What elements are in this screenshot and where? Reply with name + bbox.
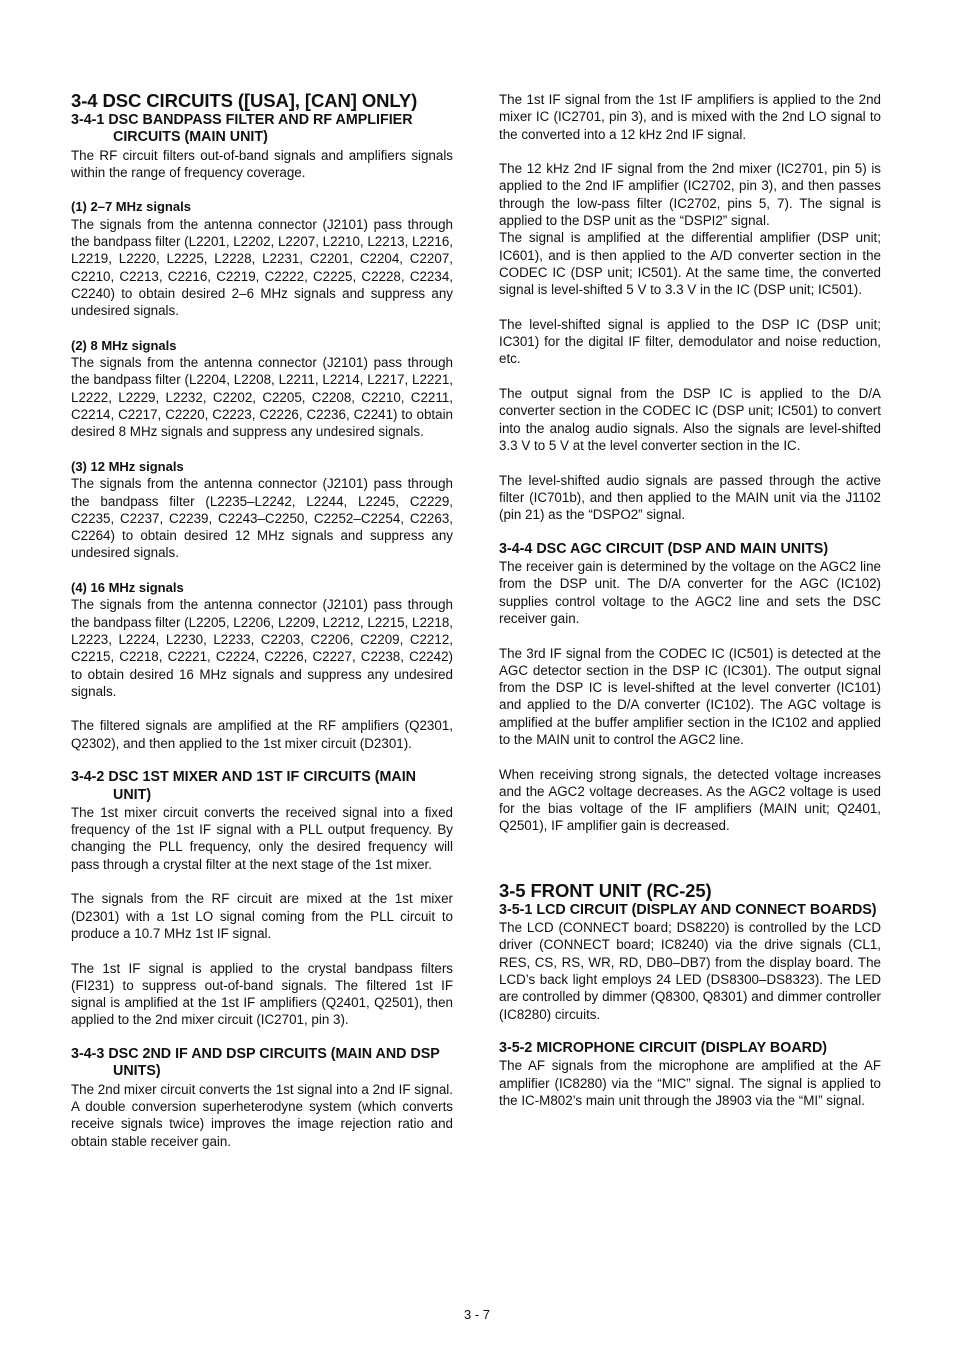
heading-3-4-3: 3-4-3 DSC 2ND IF AND DSP CIRCUITS (MAIN AND DSP UNITS) [71, 1046, 440, 1080]
paragraph-3-4-4-p3: When receiving strong signals, the detected voltage increases and the AGC2 voltage decreases. As the AGC2 voltage is used for the bias voltage of the IF amplifiers (MAIN unit; Q2401, Q2501), IF amplifier gain is decreased. [499, 766, 881, 834]
paragraph-12mhz: The signals from the antenna connector (J2101) pass through the bandpass filter (L2235–L2242, L2244, L2245, C2229, C2235, C2237, C2239, C2243–C2250, C2252–C2254, C2263, C2264) to obtain desired 12 MHz signals and suppress any undesired signals. [71, 476, 453, 561]
paragraph-8mhz: The signals from the antenna connector (J2101) pass through the bandpass filter (L2204, L2208, L2211, L2214, L2217, L2221, L2222, L2229, L2232, C2202, C2205, C2208, C2210, C2211, C2214, C2217, C2220, C2223, C2226, C2236, C2241) to obtain desired 8 MHz signals and suppress any undesired signals. [71, 355, 453, 440]
paragraph-16mhz: The signals from the antenna connector (J2101) pass through the bandpass filter (L2205, L2206, L2209, L2212, L2215, L2218, L2223, L2224, L2230, L2233, C2203, C2206, C2209, C2212, C2215, C2218, C2221, C2224, C2226, C2227, C2238, C2242) to obtain desired 16 MHz signals and suppress any undesired signals. [71, 597, 453, 699]
paragraph-3-5-2-p1: The AF signals from the microphone are amplified at the AF amplifier (IC8280) via the “MIC” signal. The signal is applied to the IC-M802’s main unit through the J8903 via the “MI” signal. [499, 1058, 881, 1109]
paragraph-3-4-4-p1: The receiver gain is determined by the voltage on the AGC2 line from the DSP unit. The D/A converter for the AGC (IC102) supplies control voltage to the AGC2 line and sets the DSC receiver gain. [499, 559, 881, 626]
section-title-3-4: 3-4 DSC CIRCUITS ([USA], [CAN] ONLY) [71, 90, 418, 111]
paragraph-3-4-2-p3: The 1st IF signal is applied to the crystal bandpass filters (FI231) to suppress out-of-band signals. The filtered 1st IF signal is amplified at the 1st IF amplifiers (Q2401, Q2501), then applied to the 2nd mixer circuit (IC2701, pin 3). [71, 960, 453, 1028]
paragraph-3-4-3-cont-p4: The level-shifted signal is applied to the DSP IC (DSP unit; IC301) for the digital IF filter, demodulator and noise reduction, etc. [499, 316, 881, 367]
left-column [71, 90, 453, 1150]
right-column [499, 91, 881, 1109]
paragraph-3-4-3-cont-p5: The output signal from the DSP IC is applied to the D/A converter section in the CODEC IC (DSP unit; IC501) to convert into the analog audio signals. Also the signals are level-shifted 3.3 V to 5 V at the level converter section in the IC. [499, 386, 881, 453]
paragraph-3-4-2-p1: The 1st mixer circuit converts the received signal into a fixed frequency of the 1st IF signal with a PLL output frequency. By changing the PLL frequency, only the desired frequency will pass through a crystal filter at the next stage of the 1st mixer. [71, 804, 453, 872]
subheading-12mhz: (3) 12 MHz signals [71, 458, 184, 474]
subheading-8mhz: (2) 8 MHz signals [71, 337, 177, 353]
paragraph-3-4-3-cont-p1: The 1st IF signal from the 1st IF amplifiers is applied to the 2nd mixer IC (IC2701, pin 3), and is mixed with the 2nd LO signal to the converted into a 12 kHz 2nd IF signal. [499, 92, 881, 142]
page-number: 3 - 7 [463, 1307, 490, 1322]
subheading-2-7mhz: (1) 2–7 MHz signals [71, 199, 191, 215]
paragraph-3-4-2-p2: The signals from the RF circuit are mixed at the 1st mixer (D2301) with a 1st LO signal coming from the PLL circuit to produce a 10.7 MHz 1st IF signal. [71, 891, 453, 941]
heading-3-4-4: 3-4-4 DSC AGC CIRCUIT (DSP AND MAIN UNITS) [499, 540, 829, 557]
paragraph-3-4-3-cont-p3: The signal is amplified at the differential amplifier (DSP unit; IC601), and is then applied to the A/D converter section in the CODEC IC (DSP unit; IC501). At the same time, the converted signal is level-shifted 5 V to 3.3 V in the IC (DSP unit; IC501). [499, 230, 881, 298]
paragraph-3-4-1-outro: The filtered signals are amplified at the RF amplifiers (Q2301, Q2302), and then applied to the 1st mixer circuit (D2301). [71, 718, 453, 751]
paragraph-3-4-3-p1: The 2nd mixer circuit converts the 1st signal into a 2nd IF signal. A double conversion superheterodyne system (which converts receive signals twice) improves the image rejection ratio and obtain stable receiver gain. [71, 1081, 453, 1149]
heading-3-4-1: 3-4-1 DSC BANDPASS FILTER AND RF AMPLIFIER CIRCUITS (MAIN UNIT) [71, 112, 413, 146]
paragraph-3-5-1-p1: The LCD (CONNECT board; DS8220) is controlled by the LCD driver (CONNECT board; IC8240) via the drive signals (CL1, RES, CS, RS, WR, RD, DB0–DB7) from the display board. The LCD’s back light employs 24 LED (DS8300–DS8323). The LED are controlled by dimmer (Q8300, Q8301) and dimmer controller (IC8280) circuits. [499, 920, 881, 1022]
heading-3-4-2: 3-4-2 DSC 1ST MIXER AND 1ST IF CIRCUITS (MAIN UNIT) [71, 769, 417, 803]
heading-3-5-1: 3-5-1 LCD CIRCUIT (DISPLAY AND CONNECT BOARDS) [499, 901, 877, 918]
subheading-16mhz: (4) 16 MHz signals [71, 580, 184, 596]
paragraph-3-4-1-intro: The RF circuit filters out-of-band signals and amplifiers signals within the range of frequency coverage. [71, 147, 453, 180]
heading-3-5-2: 3-5-2 MICROPHONE CIRCUIT (DISPLAY BOARD) [499, 1040, 828, 1057]
section-title-3-5: 3-5 FRONT UNIT (RC-25) [499, 879, 712, 901]
paragraph-3-4-3-cont-p2: The 12 kHz 2nd IF signal from the 2nd mixer (IC2701, pin 5) is applied to the 2nd IF amplifier (IC2702, pin 3), and then passes through the low-pass filter (IC2702, pins 5, 7). The signal is applied to the DSP unit as the “DSPI2” signal. [499, 161, 881, 229]
paragraph-2-7mhz: The signals from the antenna connector (J2101) pass through the bandpass filter (L2201, L2202, L2207, L2210, L2213, L2216, L2219, L2220, L2225, L2228, L2231, C2201, C2204, C2207, C2210, C2213, C2216, C2219, C2222, C2225, C2228, C2234, C2240) to obtain desired 2–6 MHz signals and suppress any undesired signals. [71, 216, 453, 319]
paragraph-3-4-4-p2: The 3rd IF signal from the CODEC IC (IC501) is detected at the AGC detector section in the DSP IC (IC301). The output signal from the DSP IC is level-shifted at the level converter (IC101) and applied to the D/A converter (IC102). The AGC voltage is amplified at the buffer amplifier section in the IC102 and applied to the MAIN unit to control the AGC2 line. [499, 645, 881, 747]
paragraph-3-4-3-cont-p6: The level-shifted audio signals are passed through the active filter (IC701b), and then applied to the MAIN unit via the J1102 (pin 21) as the “DSPO2” signal. [499, 472, 881, 523]
